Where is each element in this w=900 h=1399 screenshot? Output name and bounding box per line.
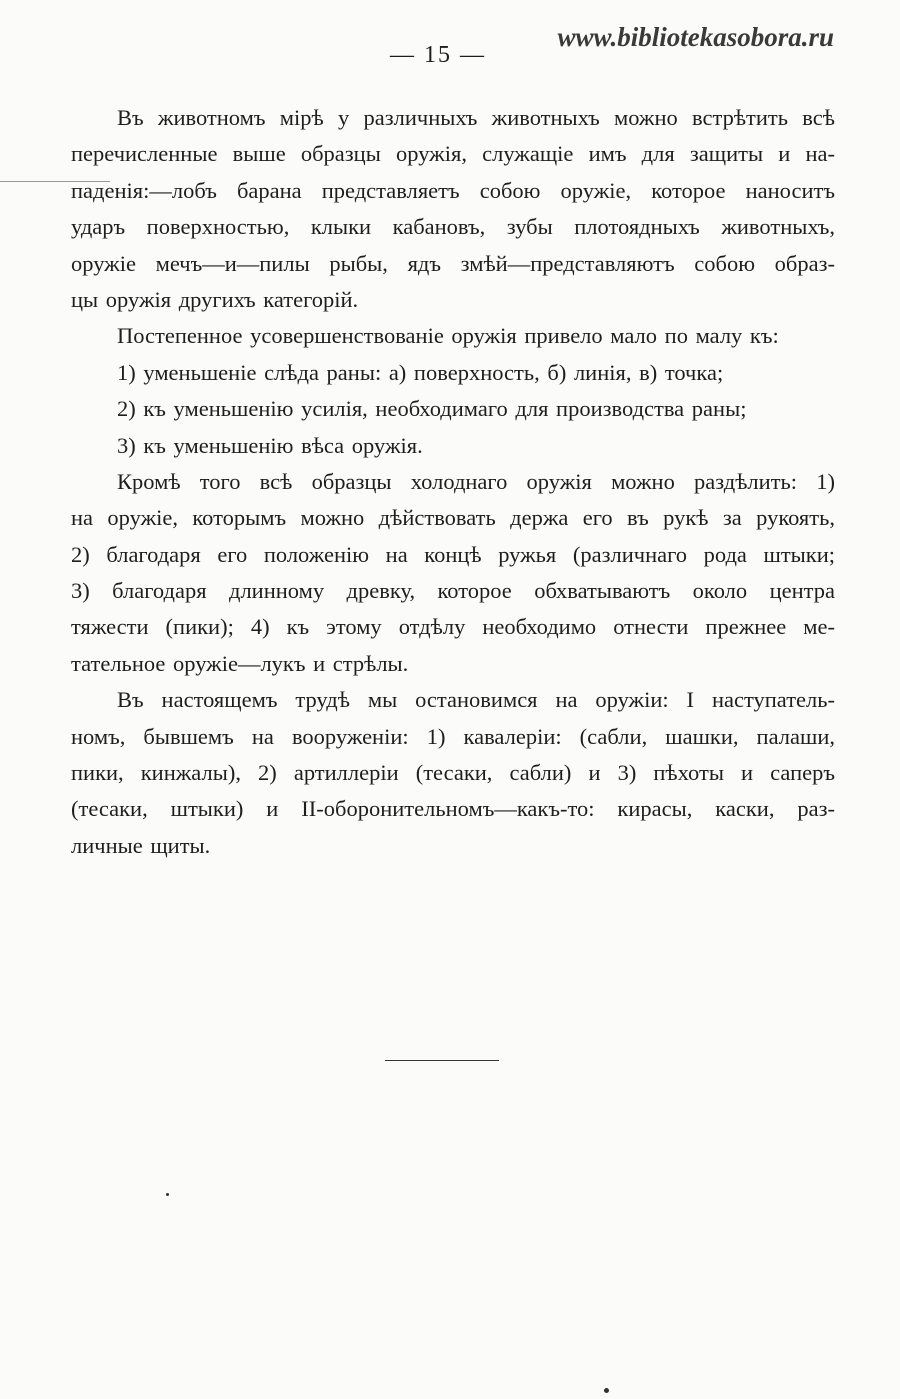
text-line [71,828,835,864]
text-line [71,209,835,245]
text-line-content: Въ животномъ мірѣ у различныхъ животныхъ можно встрѣтить всѣ [117,105,835,130]
text-line-content: пики, кинжалы), 2) артиллеріи (тесаки, сабли) и 3) пѣхоты и саперъ [71,760,835,786]
text-line [71,500,835,536]
text-line-content: паденія:—лобъ барана представляетъ собою оружіе, которое наноситъ [71,177,835,203]
text-line-content: 3) къ уменьшенію вѣса оружія. [117,432,423,458]
text-line [71,719,835,755]
text-line-content: цы оружія другихъ категорій. [71,286,359,312]
text-line [71,682,835,718]
text-line-content: 1) уменьшеніе слѣда раны: а) поверхность, б) линія, в) точка; [117,359,724,385]
text-line [71,391,835,427]
text-line [71,464,835,500]
text-line-content: оружіе мечъ—и—пилы рыбы, ядъ змѣй—представляютъ собою образ- [71,250,835,276]
text-line [71,173,835,209]
text-line-content: тяжести (пики); 4) къ этому отдѣлу необходимо отнести прежнее ме- [71,614,835,640]
text-line [71,791,835,827]
text-line [71,318,835,354]
text-line-content: 2) благодаря его положенію на концѣ ружья (различнаго рода штыки; [71,541,835,567]
scan-speck [166,1193,169,1196]
text-line-content: личные щиты. [71,832,211,858]
text-line-content: Кромѣ того всѣ образцы холоднаго оружія можно раздѣлить: 1) [117,468,835,494]
text-line [71,573,835,609]
text-line-content: Постепенное усовершенствованіе оружія привело мало по малу къ: [117,323,779,349]
text-line-content: перечисленные выше образцы оружія, служащіе имъ для защиты и на- [71,141,835,167]
text-line-content: Въ настоящемъ трудѣ мы остановимся на оружіи: I наступатель- [117,687,835,713]
text-line-content: номъ, бывшемъ на вооруженіи: 1) кавалеріи: (сабли, шашки, палаши, [71,723,835,749]
text-line-content: тательное оружіе—лукъ и стрѣлы. [71,650,409,676]
text-line [71,755,835,791]
text-line [71,136,835,172]
text-line [71,609,835,645]
text-line-content: 2) къ уменьшенію усилія, необходимаго для производства раны; [117,396,747,422]
text-line [71,355,835,391]
body-text [71,100,835,864]
text-line [71,537,835,573]
text-line-content: (тесаки, штыки) и II-оборонительномъ—какъ-то: кирасы, каски, раз- [71,796,835,822]
text-line [71,646,835,682]
text-line [71,282,835,318]
watermark-url: www.bibliotekasobora.ru [557,22,834,52]
text-line-content: ударъ поверхностью, клыки кабановъ, зубы плотоядныхъ животныхъ, [71,214,835,240]
scan-speck [604,1388,609,1393]
text-line-content: на оружіе, которымъ можно дѣйствовать держа его въ рукѣ за рукоять, [71,505,835,531]
section-end-rule [385,1060,499,1061]
text-line [71,428,835,464]
page-number: — 15 — [390,42,486,68]
text-line [71,246,835,282]
text-line [71,100,835,136]
text-line-content: 3) благодаря длинному древку, которое обхватываютъ около центра [71,578,835,604]
